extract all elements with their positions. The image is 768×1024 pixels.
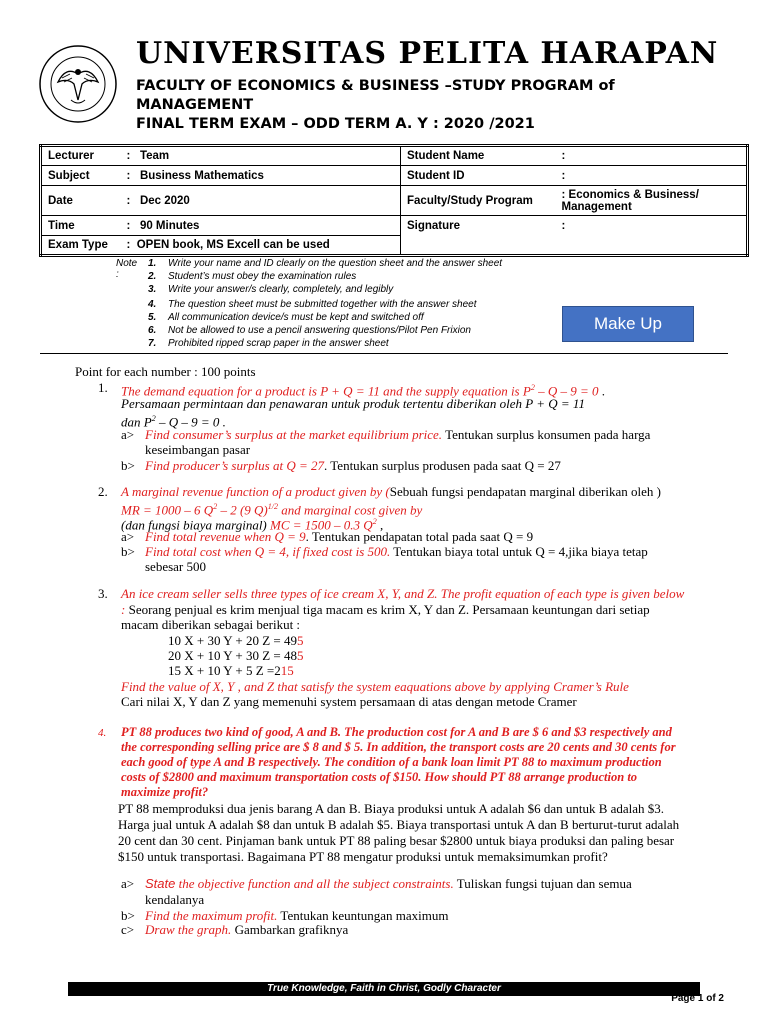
faculty-label: Faculty/Study Program	[401, 186, 556, 216]
question-4-english-2: the corresponding selling price are $ 8 and $ 5. In addition, the transport costs are 20 cents and 30 cents for	[121, 740, 676, 754]
question-2b-label: b>	[121, 544, 135, 559]
question-3-english: An ice cream seller sells three types of ice cream X, Y, and Z. The profit equation of each type is given below	[121, 586, 685, 601]
note-item: 6. Not be allowed to use a pencil answering questions/Pilot Pen Frixion	[148, 325, 471, 336]
make-up-button[interactable]: Make Up	[562, 306, 694, 342]
time-value: : 90 Minutes	[121, 216, 401, 236]
page-number: Page 1 of 2	[671, 993, 724, 1004]
question-4-indonesian-2: Harga jual untuk A adalah $8 dan untuk B adalah $5. Biaya transportasi untuk A dan B berturut-turut adalah	[118, 817, 680, 832]
question-4c: Draw the graph. Gambarkan grafiknya	[145, 922, 349, 937]
equation-1: 10 X + 30 Y + 20 Z = 495	[168, 633, 304, 648]
exam-type-value: : OPEN book, MS Excell can be used	[121, 236, 401, 256]
signature-field[interactable]: :	[556, 216, 748, 256]
faculty-value: : Economics & Business/ Management	[556, 186, 748, 216]
question-2-line-2: MR = 1000 – 6 $Q^2 - 2$ (9 Q)$^{1/2}$ and marginal cost given by	[121, 502, 423, 518]
question-2-line-3: (dan fungsi biaya marginal) MC = 1500 – 0.3 $Q^2$ ,	[121, 517, 384, 533]
question-2-number: 2.	[98, 484, 108, 499]
question-4-number: 4.	[98, 727, 107, 739]
question-4-english-3: each good of type A and B respectively. The condition of a bank loan limit PT 88 to maximum production	[121, 755, 662, 769]
question-1b-label: b>	[121, 458, 135, 473]
question-3-line-3: macam diberikan sebagai berikut :	[121, 617, 301, 632]
question-4-english-4: costs of $2800 and maximum transportation costs of $150. How should PT 88 arrange production to	[121, 770, 638, 784]
question-2a-label: a>	[121, 529, 135, 544]
question-4-indonesian-1: PT 88 memproduksi dua jenis barang A dan B. Biaya produksi untuk A adalah $6 dan untuk B adalah $3.	[118, 801, 665, 816]
question-4a-label: a>	[121, 876, 135, 891]
exam-term-line: FINAL TERM EXAM – ODD TERM A. Y : 2020 /2021	[136, 116, 535, 132]
student-name-label: Student Name	[401, 146, 556, 166]
note-item: 3. Write your answer/s clearly, completely, and legibly	[148, 284, 394, 295]
question-4a: State the objective function and all the subject constraints. Tuliskan fungsi tujuan dan semua	[145, 876, 632, 891]
university-seal-logo	[38, 44, 118, 124]
time-label: Time	[41, 216, 121, 236]
exam-type-label: Exam Type	[41, 236, 121, 256]
note-item: 5. All communication device/s must be kept and switched off	[148, 312, 424, 323]
question-2a: Find total revenue when Q = 9. Tentukan pendapatan total pada saat Q = 9	[145, 529, 534, 544]
footer-motto: True Knowledge, Faith in Christ, Godly Character	[68, 982, 700, 996]
question-4b: Find the maximum profit. Tentukan keuntungan maximum	[145, 908, 449, 923]
question-2b: Find total cost when Q = 4, if fixed cost is 500. Tentukan biaya total untuk Q = 4,jika biaya tetap	[145, 544, 648, 559]
question-4a-cont: kendalanya	[145, 892, 205, 907]
question-4c-label: c>	[121, 922, 135, 937]
program-line: MANAGEMENT	[136, 97, 254, 113]
question-3-line-2: : Seorang penjual es krim menjual tiga macam es krim X, Y dan Z. Persamaan keuntungan dari setiap	[121, 602, 650, 617]
section-divider	[40, 353, 728, 354]
date-label: Date	[41, 186, 121, 216]
lecturer-label: Lecturer	[41, 146, 121, 166]
question-1-indonesian-2: dan $P^2 - Q - 9 = 0$ .	[121, 414, 226, 430]
equation-2: 20 X + 10 Y + 30 Z = 485	[168, 648, 304, 663]
question-1a: Find consumer’s surplus at the market equilibrium price. Tentukan surplus konsumen pada harga	[145, 427, 651, 442]
note-item: 4. The question sheet must be submitted together with the answer sheet	[148, 299, 477, 310]
question-4-indonesian-3: 20 cent dan 30 cent. Pinjaman bank untuk PT 88 paling besar $2800 untuk biaya produksi dan paling besar	[118, 833, 675, 848]
question-1b: Find producer’s surplus at Q = 27. Tentukan surplus produsen pada saat Q = 27	[145, 458, 561, 473]
student-id-field[interactable]: :	[556, 166, 748, 186]
question-4-english-1: PT 88 produces two kind of good, A and B. The production cost for A and B are $ 6 and $3 respectively and	[121, 725, 672, 739]
subject-value: : Business Mathematics	[121, 166, 401, 186]
signature-label: Signature	[401, 216, 556, 256]
question-2b-cont: sebesar 500	[145, 559, 207, 574]
question-1a-cont: keseimbangan pasar	[145, 442, 251, 457]
note-label: Note :	[116, 258, 138, 280]
note-item: 1. Write your name and ID clearly on the question sheet and the answer sheet	[148, 258, 503, 269]
lecturer-value: : Team	[121, 146, 401, 166]
question-3-find: Find the value of X, Y , and Z that satisfy the system eaquations above by applying Cramer’s Rule	[121, 679, 629, 694]
student-name-field[interactable]: :	[556, 146, 748, 166]
question-1-indonesian: Persamaan permintaan dan penawaran untuk produk tertentu diberikan oleh P + Q = 11	[121, 396, 585, 411]
question-1-english: The demand equation for a product is P + Q = 11 and the supply equation is $P^2 - Q - 9 = 0$ .	[121, 383, 605, 399]
university-title: UNIVERSITAS PELITA HARAPAN	[136, 36, 719, 71]
faculty-line: FACULTY OF ECONOMICS & BUSINESS –STUDY PROGRAM of	[136, 78, 615, 94]
student-id-label: Student ID	[401, 166, 556, 186]
question-4-indonesian-4: $150 untuk transportasi. Bagaimana PT 88 mengatur produksi untuk memaksimumkan profit?	[118, 849, 608, 864]
question-3-find-indonesian: Cari nilai X, Y dan Z yang memenuhi system persamaan di atas dengan metode Cramer	[121, 694, 577, 709]
points-info: Point for each number : 100 points	[75, 364, 256, 379]
question-2-line-1: A marginal revenue function of a product given by (Sebuah fungsi pendapatan marginal diberikan oleh )	[121, 484, 661, 499]
subject-label: Subject	[41, 166, 121, 186]
question-4b-label: b>	[121, 908, 135, 923]
date-value: : Dec 2020	[121, 186, 401, 216]
note-item: 2. Student’s must obey the examination rules	[148, 271, 357, 282]
question-1a-label: a>	[121, 427, 135, 442]
question-4-english-5: maximize profit?	[121, 785, 209, 799]
exam-info-table	[39, 144, 749, 257]
question-3-number: 3.	[98, 586, 108, 601]
question-1-number: 1.	[98, 380, 108, 395]
note-item: 7. Prohibited ripped scrap paper in the answer sheet	[148, 338, 389, 349]
equation-3: 15 X + 10 Y + 5 Z =215	[168, 663, 294, 678]
